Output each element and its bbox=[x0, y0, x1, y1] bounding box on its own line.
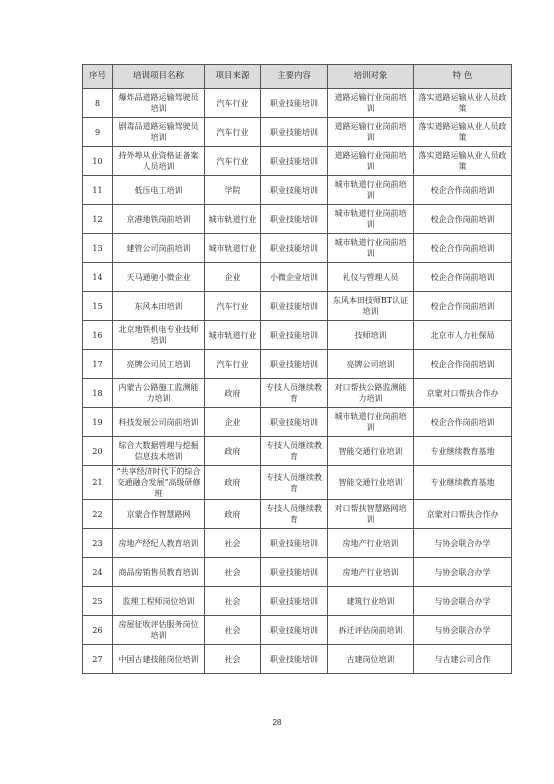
cell-feature: 与协会联合办学 bbox=[414, 529, 512, 558]
table-row bbox=[83, 645, 512, 674]
table-row bbox=[83, 587, 512, 616]
cell-feature: 校企合作岗前培训 bbox=[414, 234, 512, 263]
cell-source: 政府 bbox=[205, 379, 261, 408]
cell-content: 职业技能培训 bbox=[261, 587, 328, 616]
cell-target: 智能交通行业培训 bbox=[328, 466, 414, 500]
cell-feature: 校企合作岗前培训 bbox=[414, 292, 512, 321]
training-projects-table bbox=[82, 64, 512, 674]
cell-no: 22 bbox=[83, 500, 113, 529]
cell-no: 25 bbox=[83, 587, 113, 616]
cell-target: 礼仪与管理人员 bbox=[328, 263, 414, 292]
table-row bbox=[83, 350, 512, 379]
cell-project-name: 综合大数据管理与挖掘信息技术培训 bbox=[113, 437, 205, 466]
cell-target: 道路运输行业岗前培训 bbox=[328, 147, 414, 176]
cell-source: 城市轨道行业 bbox=[205, 234, 261, 263]
cell-no: 18 bbox=[83, 379, 113, 408]
cell-content: 职业技能培训 bbox=[261, 350, 328, 379]
header-target: 培训对象 bbox=[328, 65, 414, 89]
cell-project-name: 房屋征收评估服务岗位培训 bbox=[113, 616, 205, 645]
cell-feature: 专业继续教育基地 bbox=[414, 437, 512, 466]
cell-no: 13 bbox=[83, 234, 113, 263]
page-number: 28 bbox=[272, 718, 282, 727]
cell-feature: 校企合作岗前培训 bbox=[414, 408, 512, 437]
cell-content: 职业技能培训 bbox=[261, 205, 328, 234]
cell-target: 房地产行业培训 bbox=[328, 529, 414, 558]
table-row bbox=[83, 321, 512, 350]
cell-content: 职业技能培训 bbox=[261, 176, 328, 205]
cell-no: 15 bbox=[83, 292, 113, 321]
cell-source: 社会 bbox=[205, 558, 261, 587]
cell-feature: 与古建公司合作 bbox=[414, 645, 512, 674]
cell-no: 11 bbox=[83, 176, 113, 205]
cell-target: 对口帮扶公路监测能力培训 bbox=[328, 379, 414, 408]
cell-project-name: 内蒙古公路施工监测能力培训 bbox=[113, 379, 205, 408]
table-row bbox=[83, 437, 512, 466]
cell-source: 汽车行业 bbox=[205, 89, 261, 118]
cell-no: 8 bbox=[83, 89, 113, 118]
cell-target: 城市轨道行业岗前培训 bbox=[328, 234, 414, 263]
cell-project-name: 爆炸品道路运输驾驶员培训 bbox=[113, 89, 205, 118]
cell-target: 道路运输行业岗前培训 bbox=[328, 89, 414, 118]
cell-feature: 专业继续教育基地 bbox=[414, 466, 512, 500]
cell-target: 城市轨道行业岗前培训 bbox=[328, 205, 414, 234]
table-row bbox=[83, 205, 512, 234]
cell-project-name: 低压电工培训 bbox=[113, 176, 205, 205]
cell-content: 专技人员继续教育 bbox=[261, 437, 328, 466]
cell-project-name: 北京地铁机电专业技师培训 bbox=[113, 321, 205, 350]
cell-no: 17 bbox=[83, 350, 113, 379]
cell-feature: 与协会联合办学 bbox=[414, 587, 512, 616]
header-project-name: 培训项目名称 bbox=[113, 65, 205, 89]
cell-feature: 落实道路运输从业人员政策 bbox=[414, 147, 512, 176]
cell-source: 城市轨道行业 bbox=[205, 321, 261, 350]
cell-source: 城市轨道行业 bbox=[205, 205, 261, 234]
table-row bbox=[83, 118, 512, 147]
table-row bbox=[83, 500, 512, 529]
cell-project-name: 持外埠从业资格证备案人员培训 bbox=[113, 147, 205, 176]
cell-project-name: 剧毒品道路运输驾驶员培训 bbox=[113, 118, 205, 147]
cell-project-name: 科技发展公司岗前培训 bbox=[113, 408, 205, 437]
cell-content: 职业技能培训 bbox=[261, 89, 328, 118]
table-row bbox=[83, 292, 512, 321]
cell-target: 对口帮扶智慧路网培训 bbox=[328, 500, 414, 529]
header-source: 项目来源 bbox=[205, 65, 261, 89]
cell-feature: 京蒙对口帮扶合作办 bbox=[414, 379, 512, 408]
table-row bbox=[83, 147, 512, 176]
cell-target: 城市轨道行业岗前培训 bbox=[328, 408, 414, 437]
cell-project-name: 亮牌公司员工培训 bbox=[113, 350, 205, 379]
cell-content: 专技人员继续教育 bbox=[261, 379, 328, 408]
cell-source: 汽车行业 bbox=[205, 292, 261, 321]
cell-target: 古建岗位培训 bbox=[328, 645, 414, 674]
cell-feature: 北京市人力社保局 bbox=[414, 321, 512, 350]
cell-no: 20 bbox=[83, 437, 113, 466]
cell-source: 政府 bbox=[205, 437, 261, 466]
cell-project-name: 东风本田培训 bbox=[113, 292, 205, 321]
cell-no: 12 bbox=[83, 205, 113, 234]
cell-project-name: 商品房销售员教育培训 bbox=[113, 558, 205, 587]
cell-project-name: “共享经济时代下的综合交通融合发展”高级研修班 bbox=[113, 466, 205, 500]
cell-source: 社会 bbox=[205, 645, 261, 674]
cell-content: 专技人员继续教育 bbox=[261, 466, 328, 500]
cell-content: 职业技能培训 bbox=[261, 558, 328, 587]
cell-source: 社会 bbox=[205, 587, 261, 616]
cell-source: 企业 bbox=[205, 263, 261, 292]
cell-content: 职业技能培训 bbox=[261, 234, 328, 263]
cell-target: 东风本田技师BT认证培训 bbox=[328, 292, 414, 321]
cell-no: 23 bbox=[83, 529, 113, 558]
cell-target: 建筑行业培训 bbox=[328, 587, 414, 616]
cell-content: 职业技能培训 bbox=[261, 147, 328, 176]
cell-target: 技师培训 bbox=[328, 321, 414, 350]
cell-no: 14 bbox=[83, 263, 113, 292]
cell-content: 职业技能培训 bbox=[261, 321, 328, 350]
table-row bbox=[83, 263, 512, 292]
cell-target: 亮牌公司培训 bbox=[328, 350, 414, 379]
table-row bbox=[83, 616, 512, 645]
cell-content: 职业技能培训 bbox=[261, 645, 328, 674]
header-feature: 特 色 bbox=[414, 65, 512, 89]
cell-source: 社会 bbox=[205, 616, 261, 645]
cell-feature: 与协会联合办学 bbox=[414, 616, 512, 645]
cell-no: 9 bbox=[83, 118, 113, 147]
cell-project-name: 天马通驰小微企业 bbox=[113, 263, 205, 292]
cell-no: 10 bbox=[83, 147, 113, 176]
cell-no: 27 bbox=[83, 645, 113, 674]
cell-source: 汽车行业 bbox=[205, 350, 261, 379]
table-header-row bbox=[83, 65, 512, 89]
cell-feature: 校企合作岗前培训 bbox=[414, 176, 512, 205]
table-row bbox=[83, 234, 512, 263]
cell-feature: 落实道路运输从业人员政策 bbox=[414, 89, 512, 118]
cell-feature: 校企合作岗前培训 bbox=[414, 263, 512, 292]
table-row bbox=[83, 176, 512, 205]
cell-no: 21 bbox=[83, 466, 113, 500]
cell-project-name: 京港地铁岗前培训 bbox=[113, 205, 205, 234]
table-row bbox=[83, 89, 512, 118]
cell-content: 职业技能培训 bbox=[261, 118, 328, 147]
cell-no: 19 bbox=[83, 408, 113, 437]
cell-project-name: 中国古建技能岗位培训 bbox=[113, 645, 205, 674]
cell-source: 企业 bbox=[205, 408, 261, 437]
table-row bbox=[83, 408, 512, 437]
cell-target: 道路运输行业岗前培训 bbox=[328, 118, 414, 147]
cell-target: 房地产行业培训 bbox=[328, 558, 414, 587]
cell-content: 专技人员继续教育 bbox=[261, 500, 328, 529]
cell-content: 职业技能培训 bbox=[261, 408, 328, 437]
cell-no: 26 bbox=[83, 616, 113, 645]
cell-project-name: 京蒙合作智慧路网 bbox=[113, 500, 205, 529]
header-content: 主要内容 bbox=[261, 65, 328, 89]
header-no: 序号 bbox=[83, 65, 113, 89]
cell-feature: 与协会联合办学 bbox=[414, 558, 512, 587]
cell-content: 职业技能培训 bbox=[261, 529, 328, 558]
table-row bbox=[83, 529, 512, 558]
table-row bbox=[83, 379, 512, 408]
cell-source: 政府 bbox=[205, 500, 261, 529]
cell-feature: 校企合作岗前培训 bbox=[414, 205, 512, 234]
cell-source: 政府 bbox=[205, 466, 261, 500]
cell-feature: 落实道路运输从业人员政策 bbox=[414, 118, 512, 147]
cell-content: 职业技能培训 bbox=[261, 292, 328, 321]
cell-project-name: 房地产经纪人教育培训 bbox=[113, 529, 205, 558]
cell-source: 社会 bbox=[205, 529, 261, 558]
cell-no: 16 bbox=[83, 321, 113, 350]
cell-target: 城市轨道行业岗前培训 bbox=[328, 176, 414, 205]
table-row bbox=[83, 466, 512, 500]
cell-project-name: 建管公司岗前培训 bbox=[113, 234, 205, 263]
cell-project-name: 监理工程师岗位培训 bbox=[113, 587, 205, 616]
cell-feature: 京蒙对口帮扶合作办 bbox=[414, 500, 512, 529]
cell-target: 智能交通行业培训 bbox=[328, 437, 414, 466]
table-row bbox=[83, 558, 512, 587]
cell-no: 24 bbox=[83, 558, 113, 587]
cell-content: 职业技能培训 bbox=[261, 616, 328, 645]
cell-content: 小微企业培训 bbox=[261, 263, 328, 292]
cell-source: 汽车行业 bbox=[205, 118, 261, 147]
cell-source: 汽车行业 bbox=[205, 147, 261, 176]
cell-target: 拆迁评估岗前培训 bbox=[328, 616, 414, 645]
cell-source: 学院 bbox=[205, 176, 261, 205]
cell-feature: 校企合作岗前培训 bbox=[414, 350, 512, 379]
